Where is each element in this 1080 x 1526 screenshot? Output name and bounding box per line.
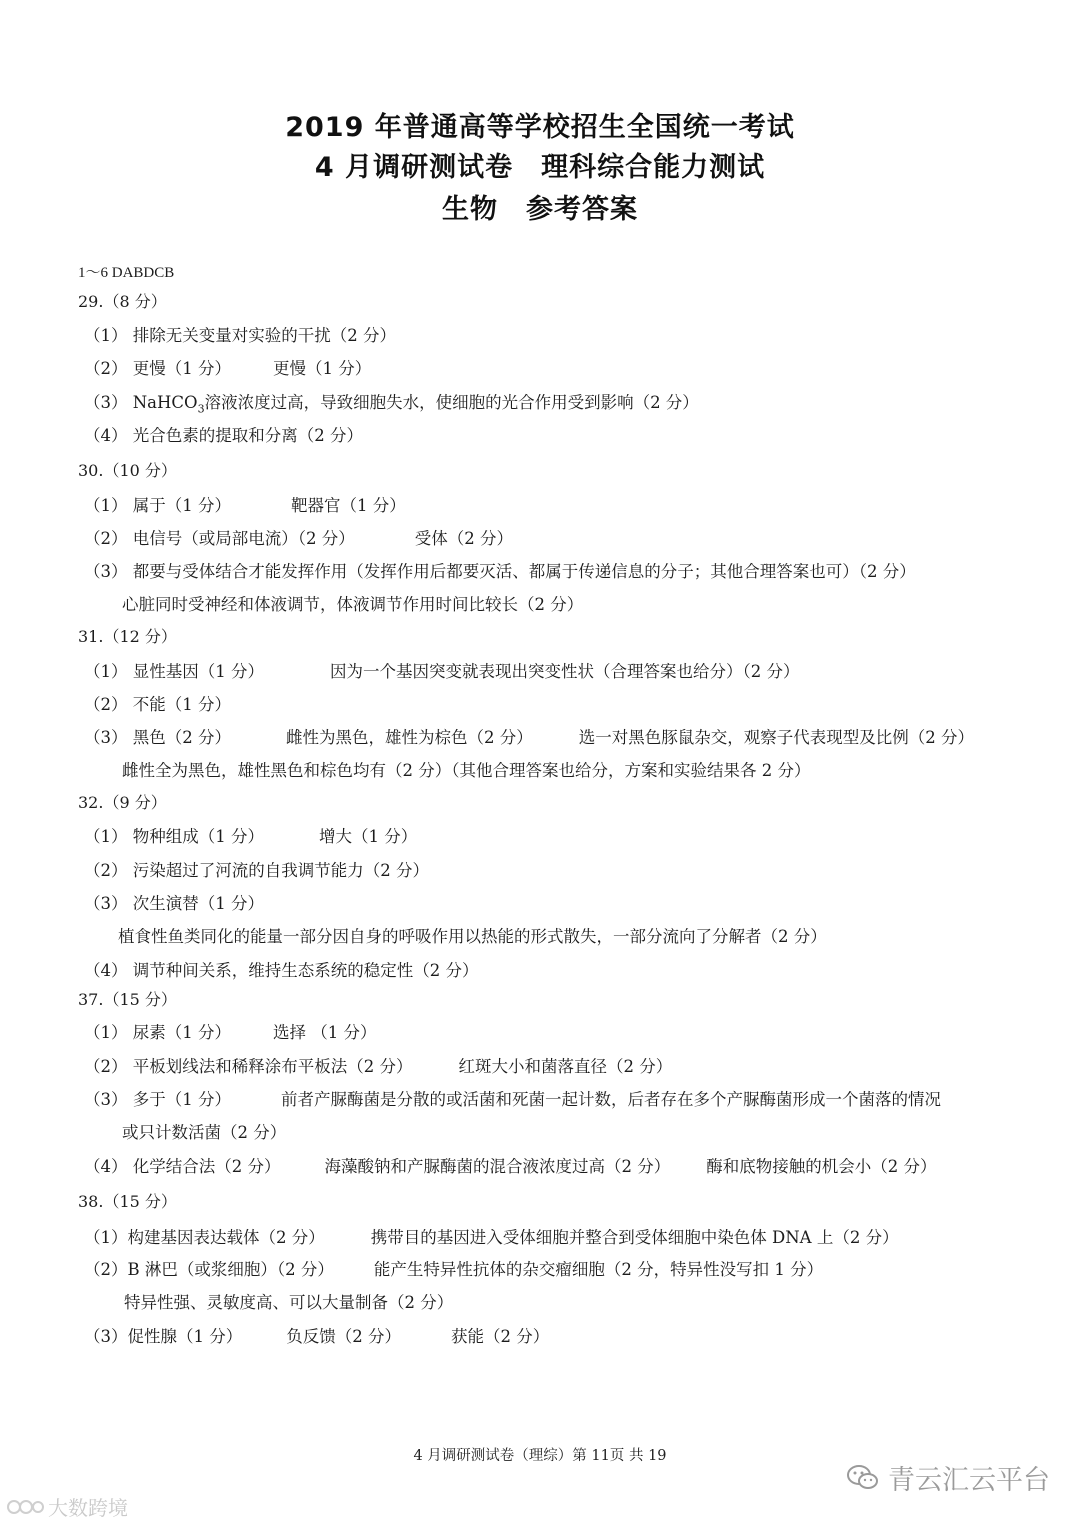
q30-answer-3: （3） 都要与受体结合才能发挥作用（发挥作用后都要灭活、都属于传递信息的分子；其他合理答案也可）（2 分）	[84, 562, 916, 581]
q29-answer-2a: （2） 更慢（1 分）	[84, 359, 231, 378]
q37-answer-3-cont: 或只计数活菌（2 分）	[122, 1123, 287, 1142]
q29-answer-3-pre: （3） NaHCO	[84, 393, 198, 412]
q32-answer-3: （3） 次生演替（1 分）	[84, 894, 264, 913]
q37-answer-3a: （3） 多于（1 分）	[84, 1090, 231, 1109]
q38-answer-2a: （2）B 淋巴（或浆细胞）（2 分）	[84, 1260, 334, 1279]
q32-answer-1	[84, 823, 417, 847]
q37-answer-4c: 酶和底物接触的机会小（2 分）	[706, 1157, 937, 1176]
q32-answer-4: （4） 调节种间关系，维持生态系统的稳定性（2 分）	[84, 961, 479, 980]
q31-answer-1	[84, 658, 800, 682]
q29-answer-2b: 更慢（1 分）	[273, 359, 372, 378]
page-footer: 4 月调研测试卷（理综）第 11页 共 19	[413, 1448, 667, 1464]
q29-answer-2	[84, 355, 371, 379]
q37-answer-2a: （2） 平板划线法和稀释涂布平板法（2 分）	[84, 1057, 413, 1076]
q38-answer-2b: 能产生特异性抗体的杂交瘤细胞（2 分，特异性没写扣 1 分）	[373, 1260, 824, 1279]
watermark-left-text: 大数跨境	[48, 1496, 128, 1520]
q38-answer-3a: （3）促性腺（1 分）	[84, 1327, 243, 1346]
q38-answer-1a: （1）构建基因表达载体（2 分）	[84, 1228, 325, 1247]
q30-answer-2a: （2） 电信号（或局部电流）（2 分）	[84, 529, 355, 548]
q37-answer-2	[84, 1053, 672, 1077]
q29-answer-1: （1） 排除无关变量对实验的干扰（2 分）	[84, 326, 396, 345]
exam-subtitle: 4 月调研测试卷 理科综合能力测试	[314, 152, 766, 183]
q31-answer-1a: （1） 显性基因（1 分）	[84, 662, 264, 681]
watermark-right-text: 青云汇云平台	[888, 1465, 1050, 1496]
q37-answer-2b: 红斑大小和菌落直径（2 分）	[458, 1057, 673, 1076]
watermark-right	[846, 1458, 1050, 1497]
q32-answer-1a: （1） 物种组成（1 分）	[84, 827, 264, 846]
q31-answer-1b: 因为一个基因突变就表现出突变性状（合理答案也给分）（2 分）	[330, 662, 800, 681]
q29-answer-3-subscript: 3	[197, 402, 205, 416]
question-38-header: 38.（15 分）	[78, 1192, 177, 1211]
q31-answer-3b: 雌性为黑色，雄性为棕色（2 分）	[286, 728, 533, 747]
q37-answer-4a: （4） 化学结合法（2 分）	[84, 1157, 281, 1176]
watermark-left	[6, 1492, 128, 1521]
q30-answer-1	[84, 492, 406, 516]
question-32-header: 32.（9 分）	[78, 793, 167, 812]
q38-answer-3	[84, 1323, 549, 1347]
q30-answer-2	[84, 525, 513, 549]
q30-answer-1a: （1） 属于（1 分）	[84, 496, 231, 515]
q31-answer-3-cont: 雌性全为黑色，雄性黑色和棕色均有（2 分）（其他合理答案也给分，方案和实验结果各 2 分）	[122, 761, 811, 780]
q38-answer-3c: 获能（2 分）	[451, 1327, 550, 1346]
q37-answer-4	[84, 1153, 937, 1177]
q37-answer-1b: 选择 （1 分）	[273, 1023, 377, 1042]
multiple-choice-answers: 1～6 DABDCB	[78, 265, 175, 281]
q38-answer-2	[84, 1256, 823, 1280]
q31-answer-3	[84, 724, 974, 748]
q37-answer-4b: 海藻酸钠和产脲酶菌的混合液浓度过高（2 分）	[324, 1157, 671, 1176]
q32-answer-1b: 增大（1 分）	[319, 827, 418, 846]
q38-answer-1	[84, 1224, 899, 1248]
q32-answer-2: （2） 污染超过了河流的自我调节能力（2 分）	[84, 861, 429, 880]
question-31-header: 31.（12 分）	[78, 627, 177, 646]
question-29-header: 29.（8 分）	[78, 292, 167, 311]
q29-answer-3-post: 溶液浓度过高，导致细胞失水，使细胞的光合作用受到影响（2 分）	[204, 393, 699, 412]
q37-answer-3b: 前者产脲酶菌是分散的或活菌和死菌一起计数，后者存在多个产脲酶菌形成一个菌落的情况	[281, 1090, 941, 1109]
q30-answer-2b: 受体（2 分）	[414, 529, 513, 548]
wechat-icon	[846, 1463, 880, 1493]
q38-answer-1b: 携带目的基因进入受体细胞并整合到受体细胞中染色体 DNA 上（2 分）	[370, 1228, 899, 1247]
q31-answer-3c: 选一对黑色豚鼠杂交，观察子代表现型及比例（2 分）	[578, 728, 974, 747]
q31-answer-2: （2） 不能（1 分）	[84, 695, 231, 714]
q30-answer-3-cont: 心脏同时受神经和体液调节，体液调节作用时间比较长（2 分）	[122, 595, 584, 614]
q29-answer-4: （4） 光合色素的提取和分离（2 分）	[84, 426, 363, 445]
q31-answer-3a: （3） 黑色（2 分）	[84, 728, 231, 747]
subject-title: 生物 参考答案	[442, 194, 638, 225]
exam-title: 2019 年普通高等学校招生全国统一考试	[285, 112, 795, 143]
question-30-header: 30.（10 分）	[78, 461, 177, 480]
brand-logo-icon	[6, 1496, 44, 1518]
q30-answer-1b: 靶器官（1 分）	[291, 496, 406, 515]
q32-answer-3-cont: 植食性鱼类同化的能量一部分因自身的呼吸作用以热能的形式散失，一部分流向了分解者（2 分）	[118, 927, 827, 946]
q38-answer-3b: 负反馈（2 分）	[286, 1327, 401, 1346]
q37-answer-1	[84, 1019, 377, 1043]
q38-answer-2-cont: 特异性强、灵敏度高、可以大量制备（2 分）	[124, 1293, 454, 1312]
q37-answer-3	[84, 1086, 941, 1110]
q37-answer-1a: （1） 尿素（1 分）	[84, 1023, 231, 1042]
question-37-header: 37.（15 分）	[78, 990, 177, 1009]
q29-answer-3	[84, 389, 699, 415]
